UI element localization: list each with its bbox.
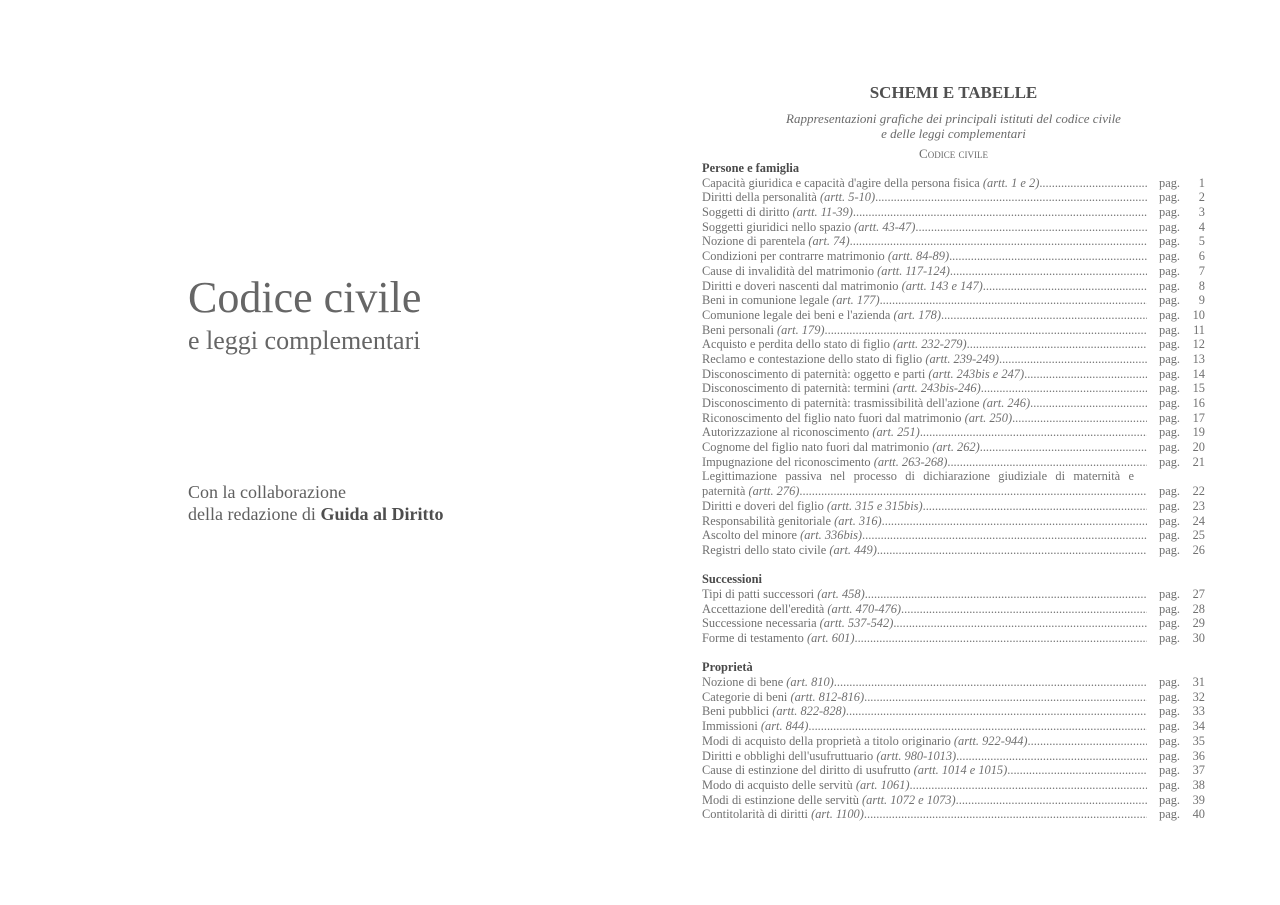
toc-entry-articles: (art. 316) <box>834 513 882 528</box>
toc-subheading-line-2: e delle leggi complementari <box>881 126 1026 141</box>
toc-entry-articles: (artt. 232-279) <box>892 337 967 352</box>
collab-line-1: Con la collaborazione <box>188 482 346 502</box>
toc-entry-title <box>702 763 1147 778</box>
toc-entry <box>702 176 1205 191</box>
toc-entry-text: Diritti e obblighi dell'usufruttuario <box>702 748 877 763</box>
toc-entry-title <box>702 514 1147 529</box>
toc-entry-pag-label: pag. <box>1159 293 1180 308</box>
toc-entry <box>702 631 1205 646</box>
toc-entry-articles: (artt. 980-1013) <box>876 748 957 763</box>
toc-entry-articles: (artt. 263-268) <box>873 454 948 469</box>
toc-entry-title <box>702 616 1147 631</box>
toc-entry <box>702 279 1205 294</box>
toc-entry <box>702 675 1205 690</box>
toc-entry-page-number: 7 <box>1198 263 1205 278</box>
toc-entry-articles: (art. 810) <box>786 675 834 690</box>
toc-entry-text: Accettazione dell'eredità <box>702 601 828 616</box>
toc-entry-articles: (artt. 11-39) <box>792 205 853 220</box>
toc-entry-articles: (artt. 243bis e 247) <box>928 366 1025 381</box>
toc-entry-pag-label: pag. <box>1159 528 1180 543</box>
toc-entry <box>702 587 1205 602</box>
toc-entry-page-number: 12 <box>1192 337 1205 352</box>
toc-entry-articles: (artt. 537-542) <box>819 616 894 631</box>
toc-entry-page-number: 6 <box>1198 249 1205 264</box>
toc-entry-title <box>702 264 1147 279</box>
toc-entry-text: Diritti e doveri del figlio <box>702 498 827 513</box>
toc-entry-page-number: 30 <box>1192 631 1205 645</box>
toc-entry-text: Soggetti di diritto <box>702 205 793 220</box>
toc-entry-articles: (art. 262) <box>932 440 980 455</box>
toc-entry-articles: (art. 601) <box>806 631 855 645</box>
toc-entry-pag-label: pag. <box>1159 748 1180 763</box>
toc-entry <box>702 690 1205 705</box>
toc-entry-articles: (artt. 243bis-246) <box>892 381 981 396</box>
toc-entry-pag-label: pag. <box>1159 396 1180 410</box>
toc-entry-text: Cause di invalidità del matrimonio <box>702 263 878 278</box>
toc-entry <box>702 352 1205 367</box>
toc-entry-articles: (artt. 1 e 2) <box>982 175 1040 190</box>
toc-entry-articles: (art. 458) <box>817 586 865 601</box>
toc-entry-text: Tipi di patti successori <box>702 586 818 601</box>
toc-entry-title <box>702 367 1147 382</box>
collaboration-note <box>188 481 608 525</box>
toc-entry-title <box>702 778 1147 793</box>
toc-subheading <box>702 111 1205 141</box>
cover-title-block <box>188 270 608 356</box>
toc-entry-title <box>702 337 1147 352</box>
toc-entry-text: Responsabilità genitoriale <box>702 513 835 528</box>
toc-entry-text: Disconoscimento di paternità: termini <box>702 381 893 396</box>
toc-entry-articles: (artt. 1072 e 1073) <box>862 792 956 807</box>
section-spacer <box>702 558 1205 573</box>
toc-entry-articles: (artt. 812-816) <box>790 689 865 704</box>
toc-entry-pag-label: pag. <box>1159 689 1180 704</box>
toc-entry-text: Soggetti giuridici nello spazio <box>702 219 855 234</box>
toc-entry <box>702 440 1205 455</box>
toc-entry-text: Modo di acquisto delle servitù <box>702 777 856 792</box>
toc-entry-text: Categorie di beni <box>702 689 791 704</box>
toc-entry-pag-label: pag. <box>1159 381 1180 396</box>
toc-entry <box>702 293 1205 308</box>
toc-section-title: Proprietà <box>702 660 753 675</box>
toc-entry-articles: (artt. 315 e 315bis) <box>826 498 923 513</box>
toc-body <box>702 161 1205 822</box>
toc-entry-text: Cognome del figlio nato fuori dal matrimonio <box>702 440 933 455</box>
toc-entry-articles: (art. 246) <box>982 396 1031 410</box>
toc-entry-pag-label: pag. <box>1159 498 1180 513</box>
toc-entry-title <box>702 455 1147 470</box>
toc-entry-articles: (artt. 5-10) <box>820 190 876 205</box>
toc-entry <box>702 734 1205 749</box>
toc-entry-articles: (artt. 822-828) <box>772 704 846 719</box>
toc-entry-title <box>702 293 1147 308</box>
toc-entry-pag-label: pag. <box>1159 631 1180 645</box>
toc-entry-title <box>702 234 1147 249</box>
section-spacer <box>702 646 1205 661</box>
toc-entry-pag-label: pag. <box>1159 410 1180 425</box>
toc-entry-page-number: 8 <box>1198 278 1205 293</box>
toc-entry-page-number: 25 <box>1192 528 1205 543</box>
toc-entry-pag-label: pag. <box>1159 586 1180 601</box>
toc-entry-page-number: 9 <box>1198 293 1205 308</box>
toc-entry-page-number: 4 <box>1198 219 1205 234</box>
toc-entry <box>702 793 1205 808</box>
toc-part-label: Codice civile <box>919 146 988 161</box>
toc-entry-text: Registri dello stato civile <box>702 542 830 557</box>
toc-entry-text: Nozione di bene <box>702 675 787 690</box>
toc-entry-text: Nozione di parentela <box>702 234 809 249</box>
toc-entry-page-number: 11 <box>1193 322 1205 337</box>
toc-entry-title <box>702 323 1147 338</box>
toc-entry-title <box>702 690 1147 705</box>
toc-entry-page-number: 29 <box>1192 616 1205 631</box>
toc-entry-title <box>702 631 1147 646</box>
toc-entry-text: Contitolarità di diritti <box>702 807 812 822</box>
toc-entry <box>702 749 1205 764</box>
toc-entry-articles: (art. 250) <box>964 410 1013 425</box>
toc-entry-articles: (art. 449) <box>829 542 877 557</box>
toc-section-title: Persone e famiglia <box>702 161 800 175</box>
toc-entry-title <box>702 675 1147 690</box>
toc-entry <box>702 411 1205 426</box>
toc-subheading-line-1: Rappresentazioni grafiche dei principali istituti del codice civile <box>786 111 1121 126</box>
toc-entry-title <box>702 602 1147 617</box>
toc-entry-first-line: Legittimazione passiva nel processo di dichiarazione giudiziale di maternità e <box>702 469 1134 484</box>
toc-entry-pag-label: pag. <box>1159 704 1180 719</box>
toc-entry-title <box>702 499 1147 514</box>
toc-entry <box>702 499 1205 514</box>
toc-entry-articles: (art. 74) <box>808 234 850 249</box>
toc-entry-pag-label: pag. <box>1159 792 1180 807</box>
toc-entry-articles: (art. 179) <box>777 322 825 337</box>
toc-entry <box>702 249 1205 264</box>
toc-entry-pag-label: pag. <box>1159 484 1180 499</box>
toc-entry-articles: (art. 1061) <box>855 777 910 792</box>
toc-entry-title <box>702 719 1147 734</box>
toc-entry <box>702 396 1205 411</box>
toc-entry-text: Autorizzazione al riconoscimento <box>702 425 873 440</box>
toc-entry-page-number: 35 <box>1192 733 1205 748</box>
toc-entry-page-number: 15 <box>1192 381 1205 396</box>
toc-entry-title <box>702 220 1147 235</box>
toc-entry <box>702 264 1205 279</box>
toc-entry-pag-label: pag. <box>1159 366 1180 381</box>
toc-entry-text: Acquisto e perdita dello stato di figlio <box>702 337 893 352</box>
toc-entry-pag-label: pag. <box>1159 513 1180 528</box>
toc-entry-page-number: 14 <box>1192 366 1205 381</box>
toc-entry-pag-label: pag. <box>1159 263 1180 278</box>
toc-entry <box>702 514 1205 529</box>
toc-entry-title <box>702 440 1147 455</box>
toc-entry-page-number: 37 <box>1192 763 1205 778</box>
toc-entry-page-number: 34 <box>1192 719 1205 734</box>
toc-entry-pag-label: pag. <box>1159 322 1180 337</box>
toc-entry-title <box>702 249 1147 264</box>
toc-entry-text: Modi di acquisto della proprietà a titolo originario <box>702 733 954 748</box>
toc-entry-articles: (artt. 43-47) <box>854 219 916 234</box>
toc-entry-pag-label: pag. <box>1159 205 1180 220</box>
toc-entry-articles: (art. 177) <box>832 293 880 308</box>
toc-entry <box>702 543 1205 558</box>
toc-entry <box>702 704 1205 719</box>
table-of-contents <box>702 82 1205 822</box>
toc-entry-text: Riconoscimento del figlio nato fuori dal matrimonio <box>702 410 965 425</box>
toc-entry <box>702 190 1205 205</box>
toc-entry-pag-label: pag. <box>1159 307 1180 322</box>
toc-entry-page-number: 21 <box>1192 454 1205 469</box>
toc-entry <box>702 528 1205 543</box>
toc-entry <box>702 616 1205 631</box>
toc-entry <box>702 719 1205 734</box>
toc-entry-title <box>702 793 1147 808</box>
toc-entry-pag-label: pag. <box>1159 234 1180 249</box>
collab-prefix: della redazione di <box>188 504 321 524</box>
toc-entry-text: paternità <box>702 484 749 499</box>
book-subtitle: e leggi complementari <box>188 326 421 355</box>
toc-entry-pag-label: pag. <box>1159 733 1180 748</box>
toc-entry-articles: (artt. 276) <box>748 484 800 499</box>
toc-entry-articles: (artt. 1014 e 1015) <box>913 763 1008 778</box>
toc-entry-page-number: 40 <box>1192 807 1205 822</box>
toc-entry-pag-label: pag. <box>1159 807 1180 822</box>
toc-entry-title <box>702 190 1147 205</box>
toc-entry-page-number: 36 <box>1192 748 1205 763</box>
toc-entry-articles: (artt. 922-944) <box>953 733 1028 748</box>
toc-entry <box>702 778 1205 793</box>
toc-entry-pag-label: pag. <box>1159 601 1180 616</box>
toc-entry-pag-label: pag. <box>1159 777 1180 792</box>
toc-entry-title <box>702 425 1147 440</box>
toc-entry-pag-label: pag. <box>1159 219 1180 234</box>
toc-entry-text: Ascolto del minore <box>702 528 801 543</box>
toc-entry-articles: (art. 336bis) <box>800 528 863 543</box>
toc-entry-page-number: 32 <box>1192 689 1205 704</box>
toc-entry-page-number: 22 <box>1192 484 1205 499</box>
toc-entry-title <box>702 734 1147 749</box>
toc-entry-title <box>702 381 1147 396</box>
toc-entry <box>702 220 1205 235</box>
toc-entry-pag-label: pag. <box>1159 351 1180 366</box>
collab-publisher: Guida al Diritto <box>320 504 444 524</box>
toc-entry-text: Capacità giuridica e capacità d'agire della persona fisica <box>702 175 983 190</box>
toc-entry-text: Diritti della personalità <box>702 190 821 205</box>
toc-entry-title <box>702 749 1147 764</box>
toc-entry-pag-label: pag. <box>1159 190 1180 205</box>
toc-entry-page-number: 16 <box>1192 396 1205 410</box>
toc-entry <box>702 763 1205 778</box>
toc-entry-pag-label: pag. <box>1159 425 1180 440</box>
toc-entry-pag-label: pag. <box>1159 763 1180 778</box>
toc-entry <box>702 425 1205 440</box>
toc-entry-pag-label: pag. <box>1159 175 1180 190</box>
toc-entry-text: Condizioni per contrarre matrimonio <box>702 249 888 264</box>
toc-entry-pag-label: pag. <box>1159 249 1180 264</box>
collab-line-2 <box>188 503 608 525</box>
toc-entry-page-number: 28 <box>1192 601 1205 616</box>
toc-entry-pag-label: pag. <box>1159 542 1180 557</box>
toc-entry <box>702 205 1205 220</box>
toc-entry-page-number: 20 <box>1192 440 1205 455</box>
toc-entry-text: Beni pubblici <box>702 704 773 719</box>
toc-entry <box>702 381 1205 396</box>
toc-entry-title <box>702 484 1147 499</box>
toc-entry-text: Disconoscimento di paternità: oggetto e parti <box>702 366 929 381</box>
toc-entry-text: Reclamo e contestazione dello stato di figlio <box>702 351 926 366</box>
toc-entry-articles: (artt. 117-124) <box>877 263 950 278</box>
toc-entry <box>702 308 1205 323</box>
toc-entry <box>702 234 1205 249</box>
toc-entry-page-number: 39 <box>1192 792 1205 807</box>
toc-entry-title <box>702 279 1147 294</box>
toc-entry-title <box>702 308 1147 323</box>
toc-entry-page-number: 10 <box>1192 307 1205 322</box>
toc-entry-page-number: 26 <box>1192 542 1205 557</box>
toc-entry-text: Impugnazione del riconoscimento <box>702 454 874 469</box>
toc-entry-page-number: 2 <box>1198 190 1205 205</box>
toc-entry-text: Beni personali <box>702 322 778 337</box>
toc-entry-page-number: 23 <box>1192 498 1205 513</box>
toc-entry-text: Disconoscimento di paternità: trasmissibilità dell'azione <box>702 396 983 410</box>
toc-entry-articles: (art. 251) <box>872 425 920 440</box>
toc-entry <box>702 484 1205 499</box>
toc-entry-page-number: 19 <box>1192 425 1205 440</box>
toc-entry-title <box>702 807 1147 822</box>
toc-entry-pag-label: pag. <box>1159 675 1180 690</box>
toc-entry-pag-label: pag. <box>1159 337 1180 352</box>
toc-entry-pag-label: pag. <box>1159 616 1180 631</box>
toc-entry-page-number: 17 <box>1192 410 1205 425</box>
toc-entry <box>702 455 1205 470</box>
toc-heading: SCHEMI E TABELLE <box>869 83 1038 102</box>
toc-entry-title <box>702 205 1147 220</box>
toc-entry-pag-label: pag. <box>1159 719 1180 734</box>
toc-entry <box>702 337 1205 352</box>
toc-entry-title <box>702 543 1147 558</box>
toc-entry-text: Comunione legale dei beni e l'azienda <box>702 307 894 322</box>
toc-entry-title <box>702 704 1147 719</box>
toc-entry <box>702 602 1205 617</box>
toc-entry-page-number: 33 <box>1192 704 1205 719</box>
toc-entry-page-number: 38 <box>1192 777 1205 792</box>
toc-entry-page-number: 24 <box>1192 513 1205 528</box>
toc-entry <box>702 323 1205 338</box>
toc-entry-title <box>702 176 1147 191</box>
toc-entry-articles: (artt. 470-476) <box>827 601 902 616</box>
toc-entry-articles: (artt. 84-89) <box>887 249 950 264</box>
toc-entry-pag-label: pag. <box>1159 454 1180 469</box>
toc-entry-text: Immissioni <box>702 719 761 734</box>
toc-entry-text: Diritti e doveri nascenti dal matrimonio <box>702 278 902 293</box>
toc-entry-page-number: 31 <box>1192 675 1205 690</box>
toc-entry-articles: (art. 844) <box>760 719 809 734</box>
toc-entry-page-number: 27 <box>1192 586 1205 601</box>
toc-entry-articles: (art. 1100) <box>811 807 864 822</box>
toc-entry-text: Cause di estinzione del diritto di usufrutto <box>702 763 914 778</box>
toc-entry <box>702 807 1205 822</box>
toc-entry-title <box>702 587 1147 602</box>
toc-entry-pag-label: pag. <box>1159 440 1180 455</box>
toc-entry-text: Forme di testamento <box>702 631 807 645</box>
toc-entry-multiline <box>702 469 1205 484</box>
toc-entry-title <box>702 352 1147 367</box>
toc-entry <box>702 367 1205 382</box>
toc-entry-page-number: 1 <box>1198 175 1205 190</box>
toc-entry-title <box>702 528 1147 543</box>
toc-entry-articles: (artt. 239-249) <box>925 351 999 366</box>
toc-entry-text: Modi di estinzione delle servitù <box>702 792 863 807</box>
toc-entry-title <box>702 411 1147 426</box>
toc-section-title: Successioni <box>702 572 762 587</box>
toc-entry-articles: (art. 178) <box>893 307 941 322</box>
toc-entry-articles: (artt. 143 e 147) <box>901 278 983 293</box>
toc-entry-text: Beni in comunione legale <box>702 293 833 308</box>
toc-entry-text: Successione necessaria <box>702 616 820 631</box>
book-title: Codice civile <box>188 273 422 322</box>
toc-entry-title <box>702 396 1147 411</box>
toc-entry-page-number: 3 <box>1198 205 1205 220</box>
toc-entry-page-number: 5 <box>1198 234 1205 249</box>
toc-entry-pag-label: pag. <box>1159 278 1180 293</box>
toc-entry-page-number: 13 <box>1192 351 1205 366</box>
